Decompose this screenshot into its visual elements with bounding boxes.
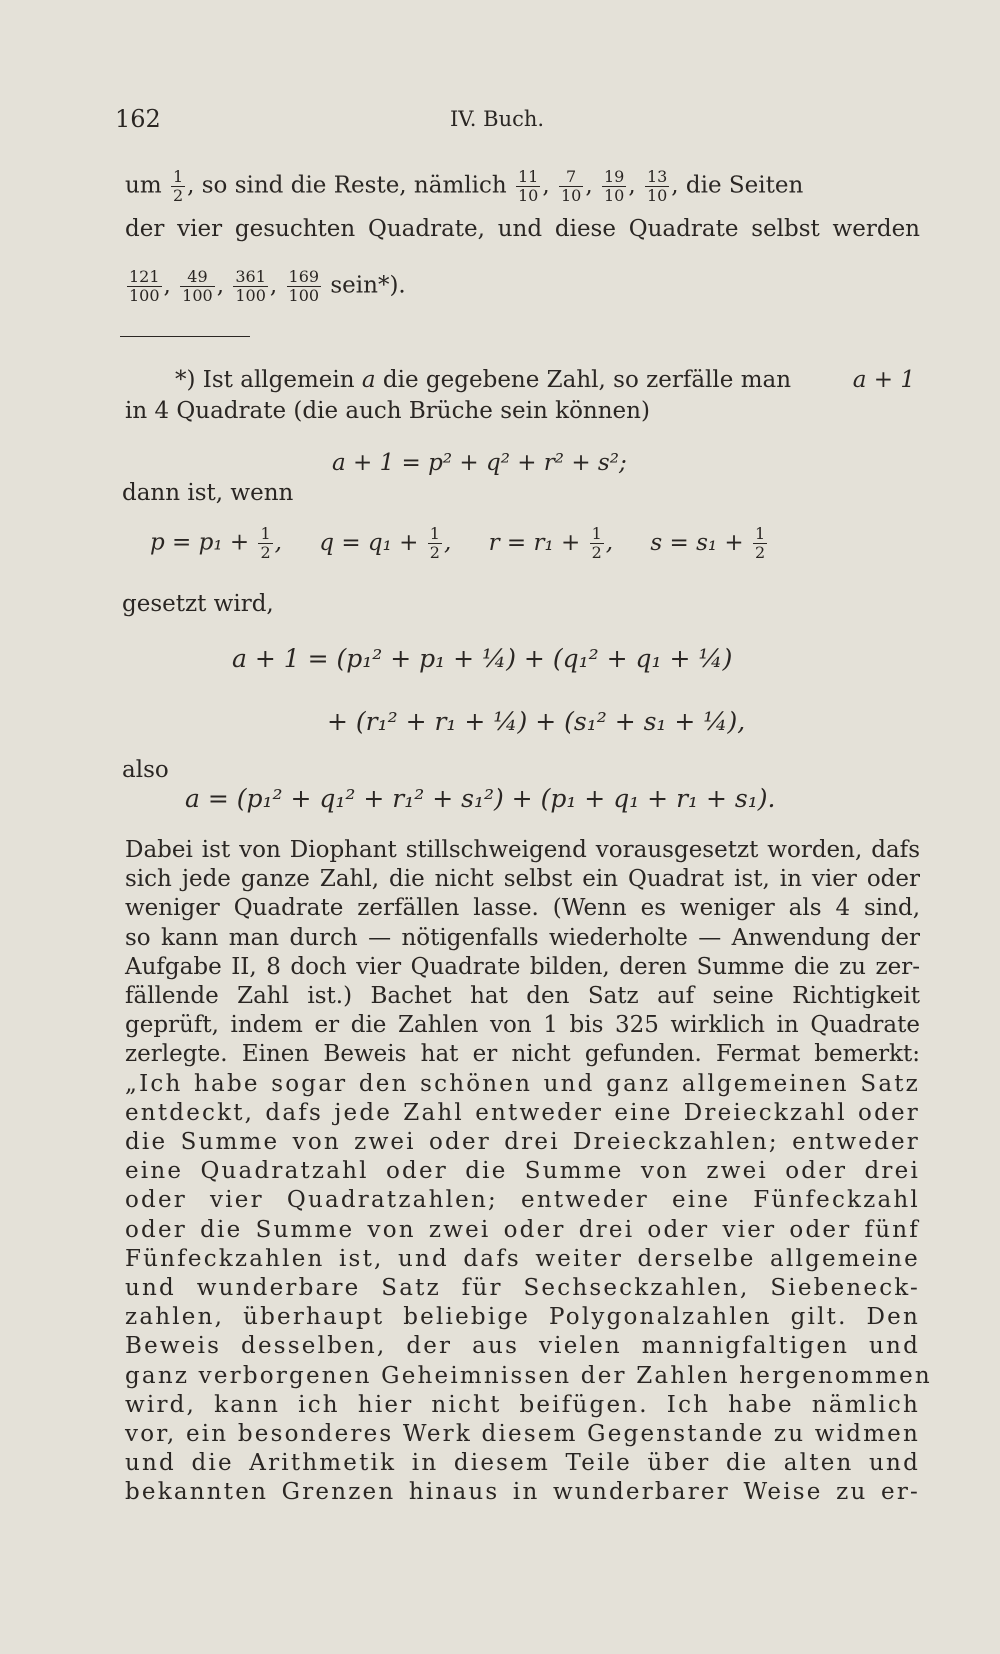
page-number: 162	[115, 105, 161, 133]
fraction-half: $\frac{1}{2}$	[755, 524, 766, 562]
fraction: $\frac{49}{100}$	[182, 267, 213, 305]
variable: a	[361, 367, 376, 393]
body-line: Aufgabe II, 8 doch vier Quadrate bilden, deren Summe die zu zer-	[125, 953, 920, 980]
fraction: $\frac{7}{10}$	[560, 167, 582, 205]
text-fragment: um	[125, 172, 162, 199]
body-line: geprüft, indem er die Zahlen von 1 bis 325 wirklich in Quadrate	[125, 1012, 920, 1039]
fraction: $\frac{169}{100}$	[288, 267, 320, 305]
text-fragment: *) Ist allgemein	[175, 367, 355, 393]
body-line: oder vier Quadratzahlen; entweder eine Fünfeckzahl	[125, 1187, 920, 1214]
fraction: $\frac{19}{10}$	[603, 167, 625, 205]
footnote-rule	[120, 336, 250, 337]
running-title: IV. Buch.	[450, 107, 545, 131]
body-line: weniger Quadrate zerfällen lasse. (Wenn es weniger als 4 sind,	[125, 895, 920, 922]
fraction-half: $\frac{1}{2}$	[429, 524, 440, 562]
body-line: wird, kann ich hier nicht beifügen. Ich habe nämlich	[125, 1391, 920, 1418]
equation-4: a = (p₁² + q₁² + r₁² + s₁²) + (p₁ + q₁ + r₁ + s₁).	[185, 784, 776, 813]
fraction: $\frac{13}{10}$	[646, 167, 668, 205]
body-line: so kann man durch — nötigenfalls wiederholte — Anwendung der	[125, 924, 920, 951]
text-fragment: die Seiten	[685, 172, 804, 199]
body-line: und wunderbare Satz für Sechseckzahlen, Siebeneck-	[125, 1275, 920, 1301]
fraction: $\frac{11}{10}$	[517, 167, 539, 205]
fraction: $\frac{121}{100}$	[129, 267, 160, 305]
footnote-line2: in 4 Quadrate (die auch Brüche sein können)	[125, 398, 650, 424]
fraction-half: $\frac{1}{2}$	[591, 524, 602, 562]
body-line: die Summe von zwei oder drei Dreieckzahlen; entweder	[125, 1129, 920, 1155]
eq-part: s = s₁ +	[650, 529, 751, 556]
body-line: sich jede ganze Zahl, die nicht selbst ein Quadrat ist, in vier oder	[125, 866, 920, 893]
para1-line3: $\frac{121}{100}$ , $\frac{49}{100}$ , $\frac{361}{100}$ , $\frac{169}{100}$ sein*).	[129, 267, 406, 305]
eq-part: r = r₁ +	[488, 529, 588, 556]
fraction-half: $\frac{1}{2}$	[260, 524, 271, 562]
equation-2: p = p₁ + $\frac{1}{2}$ , q = q₁ + $\frac{1}{2}$ , r = r₁ + $\frac{1}{2}$ , s = s₁ + $\frac{1}{2}$	[150, 524, 766, 562]
body-line: und die Arithmetik in diesem Teile über die alten und	[125, 1450, 920, 1477]
body-line: bekannten Grenzen hinaus in wunderbarer Weise zu er-	[125, 1479, 920, 1506]
text-fragment: sein*).	[330, 272, 406, 299]
equation-3-line2: + (r₁² + r₁ + ¼) + (s₁² + s₁ + ¼),	[327, 707, 746, 736]
footnote-line1	[175, 365, 915, 395]
body-line: Dabei ist von Diophant stillschweigend vorausgesetzt worden, dafs	[125, 837, 920, 863]
fraction-half: $\frac{1}{2}$	[172, 167, 184, 205]
body-line: oder die Summe von zwei oder drei oder vier oder fünf	[125, 1216, 920, 1243]
equation-1: a + 1 = p² + q² + r² + s²;	[332, 450, 627, 476]
expression: a + 1	[852, 367, 915, 393]
text-fragment: , so sind die Reste, nämlich	[187, 172, 507, 199]
para1-line2: der vier gesuchten Quadrate, und diese Quadrate selbst werden	[125, 216, 920, 242]
body-line: entdeckt, dafs jede Zahl entweder eine Dreieckzahl oder	[125, 1099, 920, 1126]
also-text: also	[122, 757, 169, 783]
text-fragment: die gegebene Zahl, so zerfälle man	[382, 367, 792, 393]
eq-part: p = p₁ +	[150, 529, 257, 556]
body-line: fällende Zahl ist.) Bachet hat den Satz auf seine Richtigkeit	[125, 983, 920, 1009]
fraction: $\frac{361}{100}$	[235, 267, 266, 305]
body-line: zahlen, überhaupt beliebige Polygonalzahlen gilt. Den	[125, 1304, 920, 1331]
body-line: zerlegte. Einen Beweis hat er nicht gefunden. Fermat bemerkt:	[125, 1041, 920, 1068]
equation-3-line1: a + 1 = (p₁² + p₁ + ¼) + (q₁² + q₁ + ¼)	[232, 644, 733, 673]
gesetzt-text: gesetzt wird,	[122, 591, 274, 617]
dann-text: dann ist, wenn	[122, 480, 294, 506]
body-line: Fünfeckzahlen ist, und dafs weiter derselbe allgemeine	[125, 1245, 920, 1272]
para1-line1: um $\frac{1}{2}$ , so sind die Reste, nämlich $\frac{11}{10}$ , $\frac{7}{10}$ , $\frac{19}{10}$ , $\frac{13}{10}$ , die Seiten	[125, 167, 804, 205]
body-line: eine Quadratzahl oder die Summe von zwei oder drei	[125, 1158, 920, 1185]
eq-part: q = q₁ +	[319, 529, 426, 556]
body-line: vor, ein besonderes Werk diesem Gegenstande zu widmen	[125, 1421, 920, 1447]
body-line: ganz verborgenen Geheimnissen der Zahlen hergenommen	[125, 1362, 932, 1389]
body-line: „Ich habe sogar den schönen und ganz allgemeinen Satz	[125, 1070, 920, 1097]
body-line: Beweis desselben, der aus vielen mannigfaltigen und	[125, 1333, 920, 1360]
